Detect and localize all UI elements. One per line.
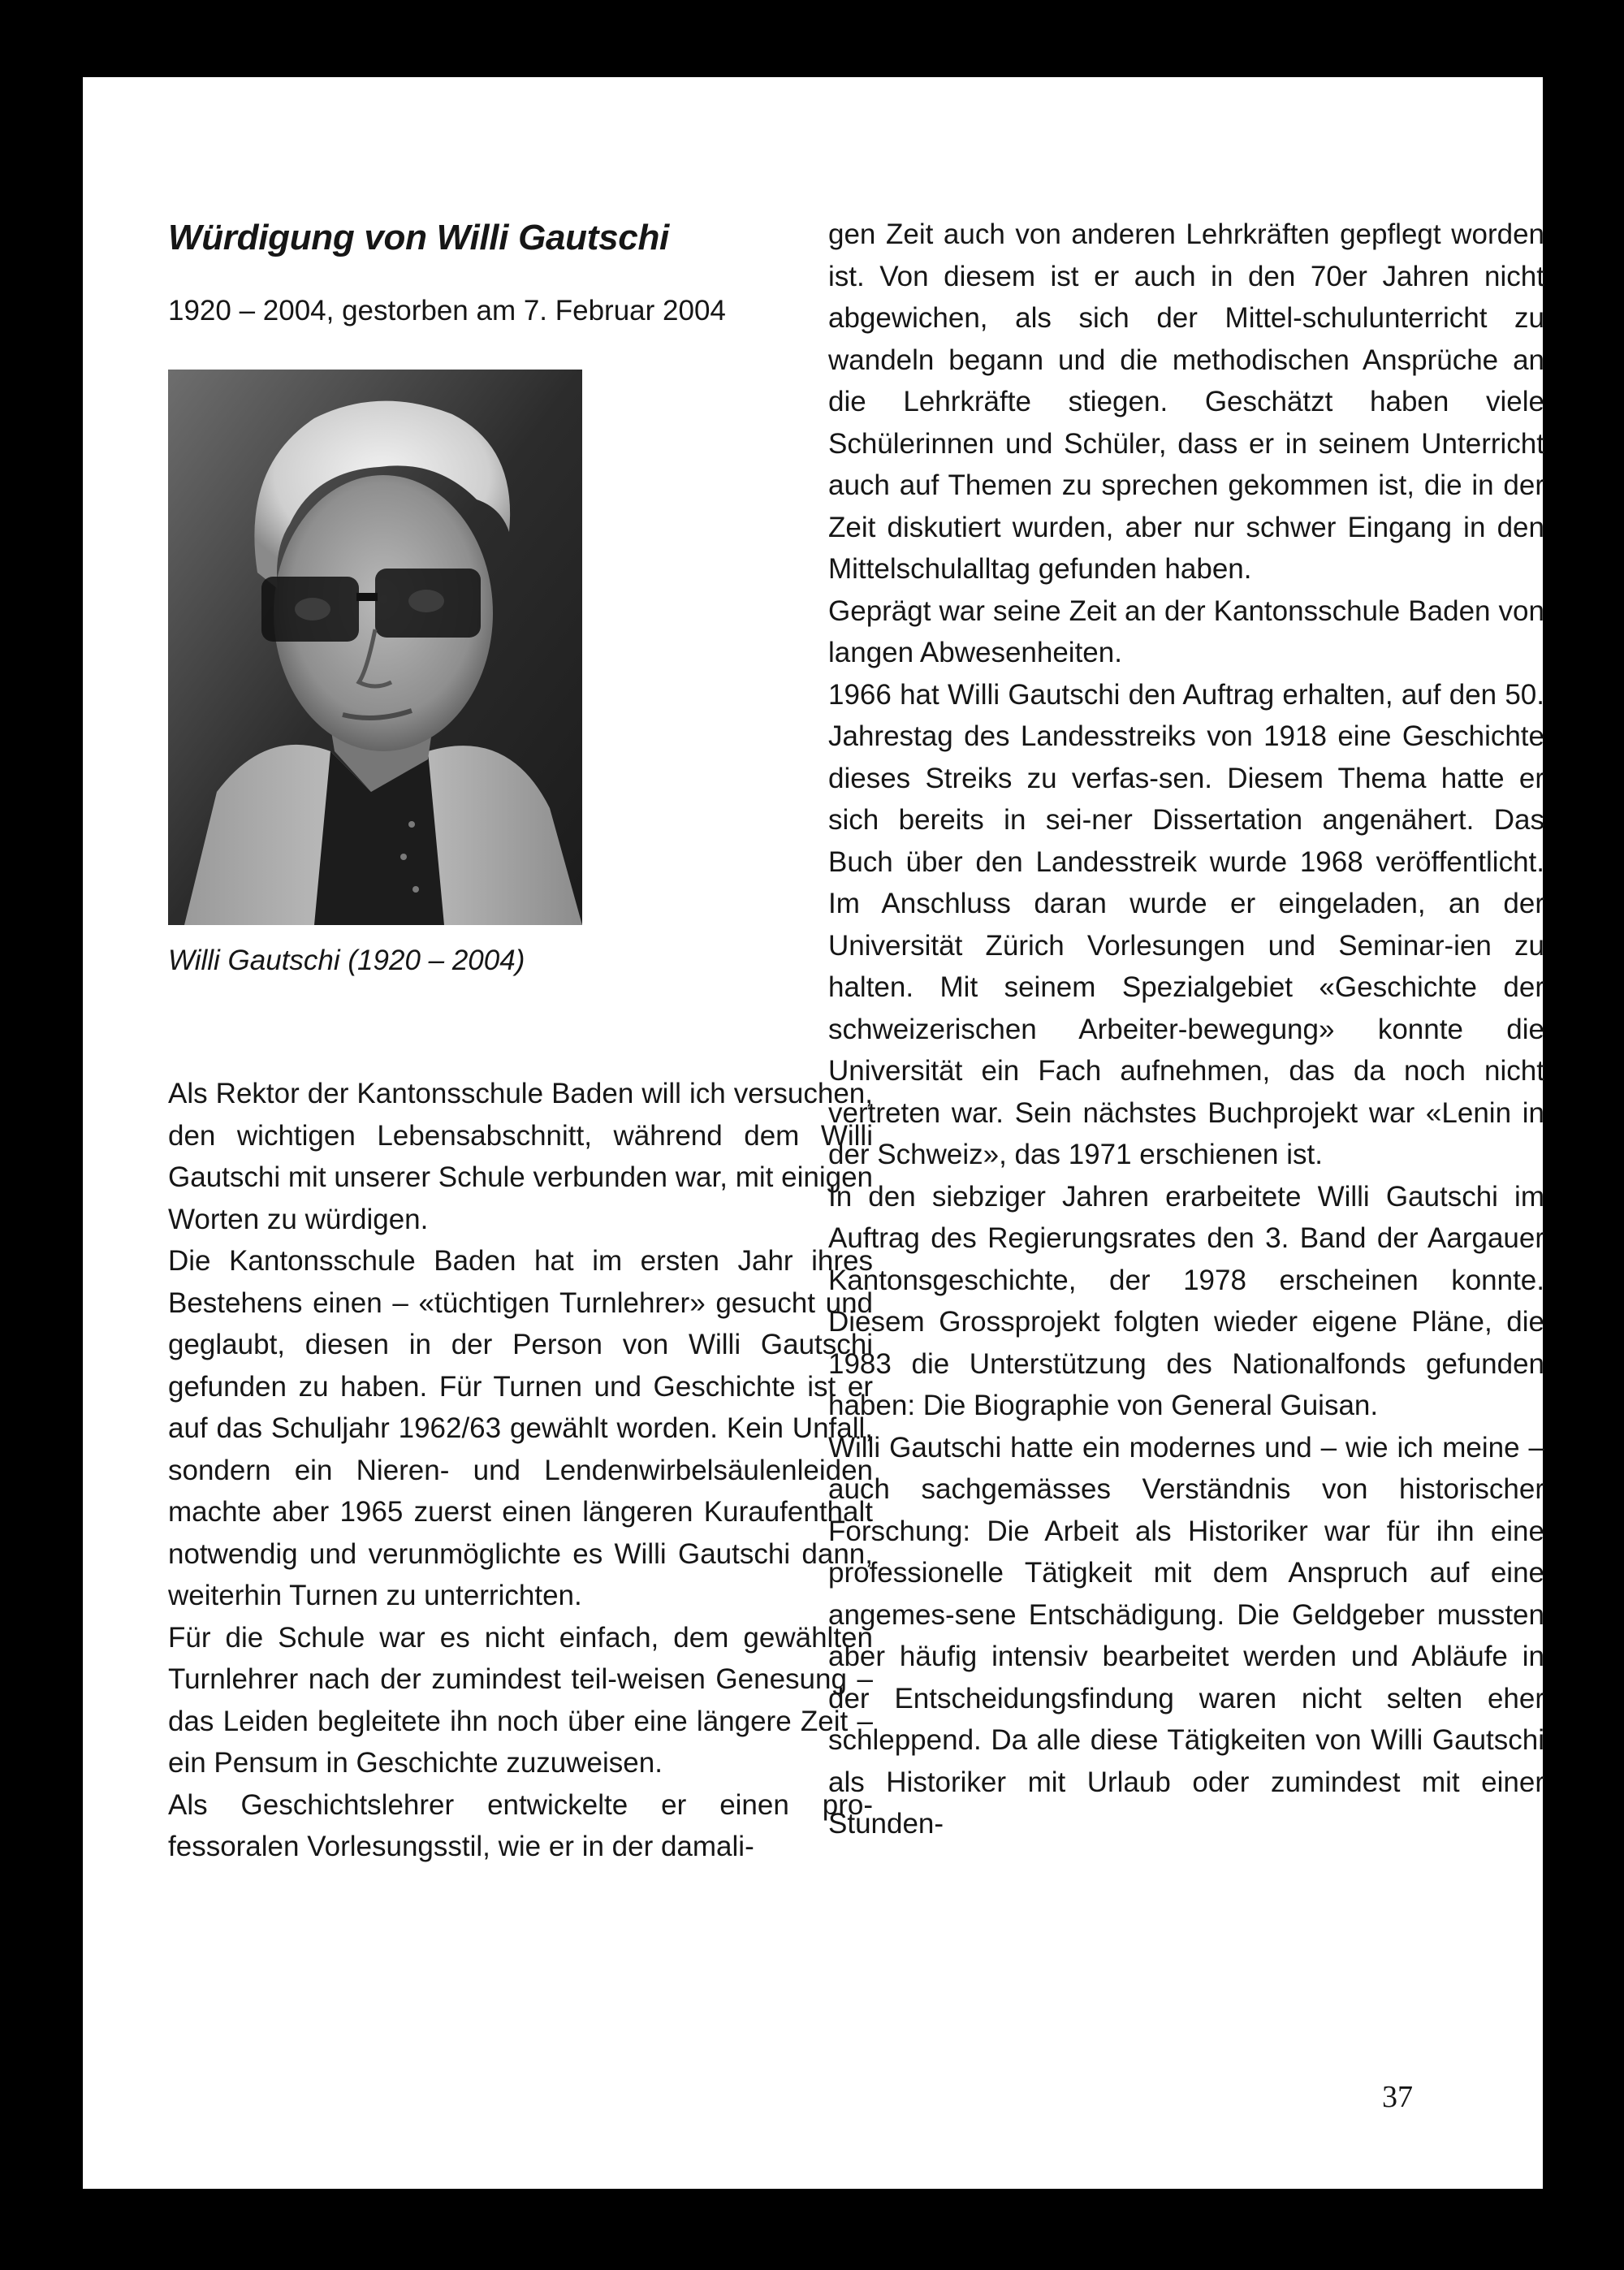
paragraph: Die Kantonsschule Baden hat im ersten Jahr ihres Bestehens einen – «tüchtigen Turnlehrer» gesucht und geglaubt, diesen in der Person von Willi Gautschi gefunden zu haben. Für Turnen und Geschichte ist er auf das Schuljahr 1962/63 gewählt worden. Kein Unfall, sondern ein Nieren- und Lendenwirbelsäulenleiden machte aber 1965 zuerst einen längeren Kuraufenthalt notwendig und verunmöglichte es Willi Gautschi dann, weiterhin Turnen zu unterrichten. [168, 1245, 873, 1611]
right-column [828, 214, 1544, 1845]
portrait-photo [168, 370, 582, 925]
paragraph: Als Rektor der Kantonsschule Baden will ich versuchen, den wichtigen Lebensabschnitt, während dem Willi Gautschi mit unserer Schule verbunden war, mit einigen Worten zu würdigen. [168, 1078, 873, 1235]
document-page [83, 77, 1543, 2189]
paragraph: gen Zeit auch von anderen Lehrkräften gepflegt worden ist. Von diesem ist er auch in den 70er Jahren nicht abgewichen, als sich der Mittel-schulunterricht zu wandeln begann und die methodischen Ansprüche an die Lehrkräfte stiegen. Geschätzt haben viele Schülerinnen und Schüler, dass er in seinem Unterricht auch auf Themen zu sprechen gekommen ist, die in der Zeit diskutiert wurden, aber nur schwer Eingang in den Mittelschulalltag gefunden haben. [828, 218, 1544, 585]
paragraph: Geprägt war seine Zeit an der Kantonsschule Baden von langen Abwesenheiten. [828, 595, 1544, 668]
life-dates: 1920 – 2004, gestorben am 7. Februar 2004 [168, 295, 726, 326]
paragraph: Als Geschichtslehrer entwickelte er einen pro-fessoralen Vorlesungsstil, wie er in der damali- [168, 1788, 873, 1862]
portrait-illustration [168, 370, 582, 925]
article-title: Würdigung von Willi Gautschi [168, 218, 669, 257]
left-body-text [168, 1073, 873, 1868]
paragraph: In den siebziger Jahren erarbeitete Willi Gautschi im Auftrag des Regierungsrates den 3. Band der Aargauer Kantonsgeschichte, der 1978 erscheinen konnte. Diesem Grossprojekt folgten wieder eigene Pläne, die 1983 die Unterstützung des Nationalfonds gefunden haben: Die Biographie von General Guisan. [828, 1180, 1544, 1421]
photo-caption: Willi Gautschi (1920 – 2004) [168, 945, 525, 976]
page-number: 37 [1382, 2080, 1413, 2114]
paragraph: Willi Gautschi hatte ein modernes und – wie ich meine – auch sachgemässes Verständnis von historischer Forschung: Die Arbeit als Historiker war für ihn eine professionelle Tätigkeit mit dem Anspruch auf eine angemes-sene Entschädigung. Die Geldgeber mussten aber häufig intensiv bearbeitet werden und Abläufe in der Entscheidungsfindung waren nicht selten eher schleppend. Da alle diese Tätigkeiten von Willi Gautschi als Historiker mit Urlaub oder zumindest mit einer Stunden- [828, 1431, 1544, 1840]
paragraph: 1966 hat Willi Gautschi den Auftrag erhalten, auf den 50. Jahrestag des Landesstreiks von 1918 eine Geschichte dieses Streiks zu verfas-sen. Diesem Thema hatte er sich bereits in sei-ner Dissertation angenähert. Das Buch über den Landesstreik wurde 1968 veröffentlicht. Im Anschluss daran wurde er eingeladen, an der Universität Zürich Vorlesungen und Seminar-ien zu halten. Mit seinem Spezialgebiet «Geschichte der schweizerischen Arbeiter-bewegung» konnte die Universität ein Fach aufnehmen, das da noch nicht vertreten war. Sein nächstes Buchprojekt war «Lenin in der Schweiz», das 1971 erschienen ist. [828, 678, 1544, 1170]
paragraph: Für die Schule war es nicht einfach, dem gewählten Turnlehrer nach der zumindest teil-weisen Genesung – das Leiden begleitete ihn noch über eine längere Zeit – ein Pensum in Geschichte zuzuweisen. [168, 1621, 873, 1779]
left-column [168, 215, 873, 1868]
